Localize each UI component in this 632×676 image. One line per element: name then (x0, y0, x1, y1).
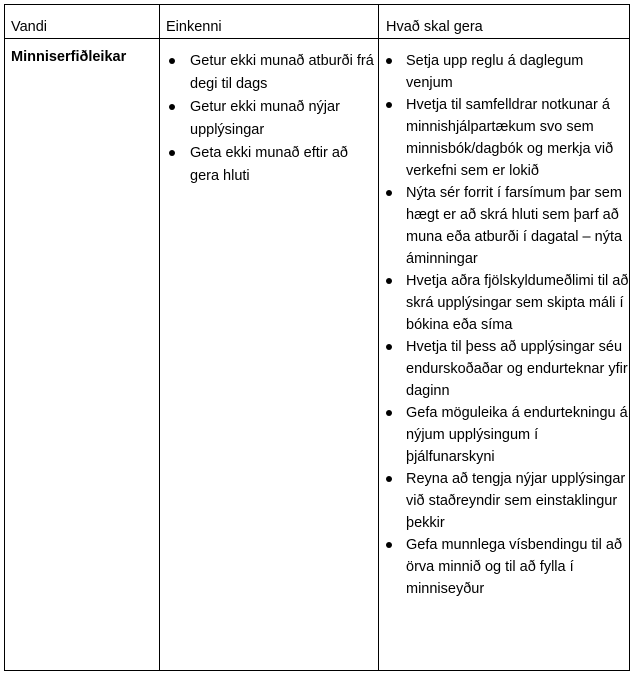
action-item: Gefa möguleika á endurtekningu á nýjum upplýsingum í þjálfunarskyni (379, 402, 629, 468)
symptom-item: Getur ekki munað nýjar upplýsingar (160, 96, 378, 141)
action-item: Hvetja til þess að upplýsingar séu endurskoðaðar og endurteknar yfir daginn (379, 336, 629, 402)
action-item: Reyna að tengja nýjar upplýsingar við staðreyndir sem einstaklingur þekkir (379, 468, 629, 534)
header-cell-actions (379, 5, 630, 39)
symptoms-list (160, 39, 378, 187)
action-item: Hvetja aðra fjölskyldumeðlimi til að skrá upplýsingar sem skipta máli í bókina eða síma (379, 270, 629, 336)
header-problem-label: Vandi (11, 19, 48, 35)
action-item: Nýta sér forrit í farsímum þar sem hægt er að skrá hluti sem þarf að muna eða atburði í dagatal – nýta áminningar (379, 182, 629, 270)
symptom-item: Getur ekki munað atburði frá degi til dags (160, 50, 378, 95)
memory-problems-table (4, 4, 630, 671)
problem-label: Minniserfiðleikar (11, 49, 127, 65)
table-row (5, 39, 630, 671)
action-item: Setja upp reglu á daglegum venjum (379, 50, 629, 94)
action-item: Hvetja til samfelldrar notkunar á minnishjálpartækum svo sem minnisbók/dagbók og merkja við verkefni sem er lokið (379, 94, 629, 182)
actions-cell (379, 39, 630, 671)
actions-list (379, 39, 629, 600)
header-row (5, 5, 630, 39)
symptom-item: Geta ekki munað eftir að gera hluti (160, 142, 378, 187)
header-actions-label: Hvað skal gera (386, 19, 483, 35)
header-cell-symptoms (160, 5, 379, 39)
header-cell-problem (5, 5, 160, 39)
symptoms-cell (160, 39, 379, 671)
problem-cell (5, 39, 160, 671)
header-symptoms-label: Einkenni (166, 19, 222, 35)
action-item: Gefa munnlega vísbendingu til að örva minnið og til að fylla í minniseyður (379, 534, 629, 600)
